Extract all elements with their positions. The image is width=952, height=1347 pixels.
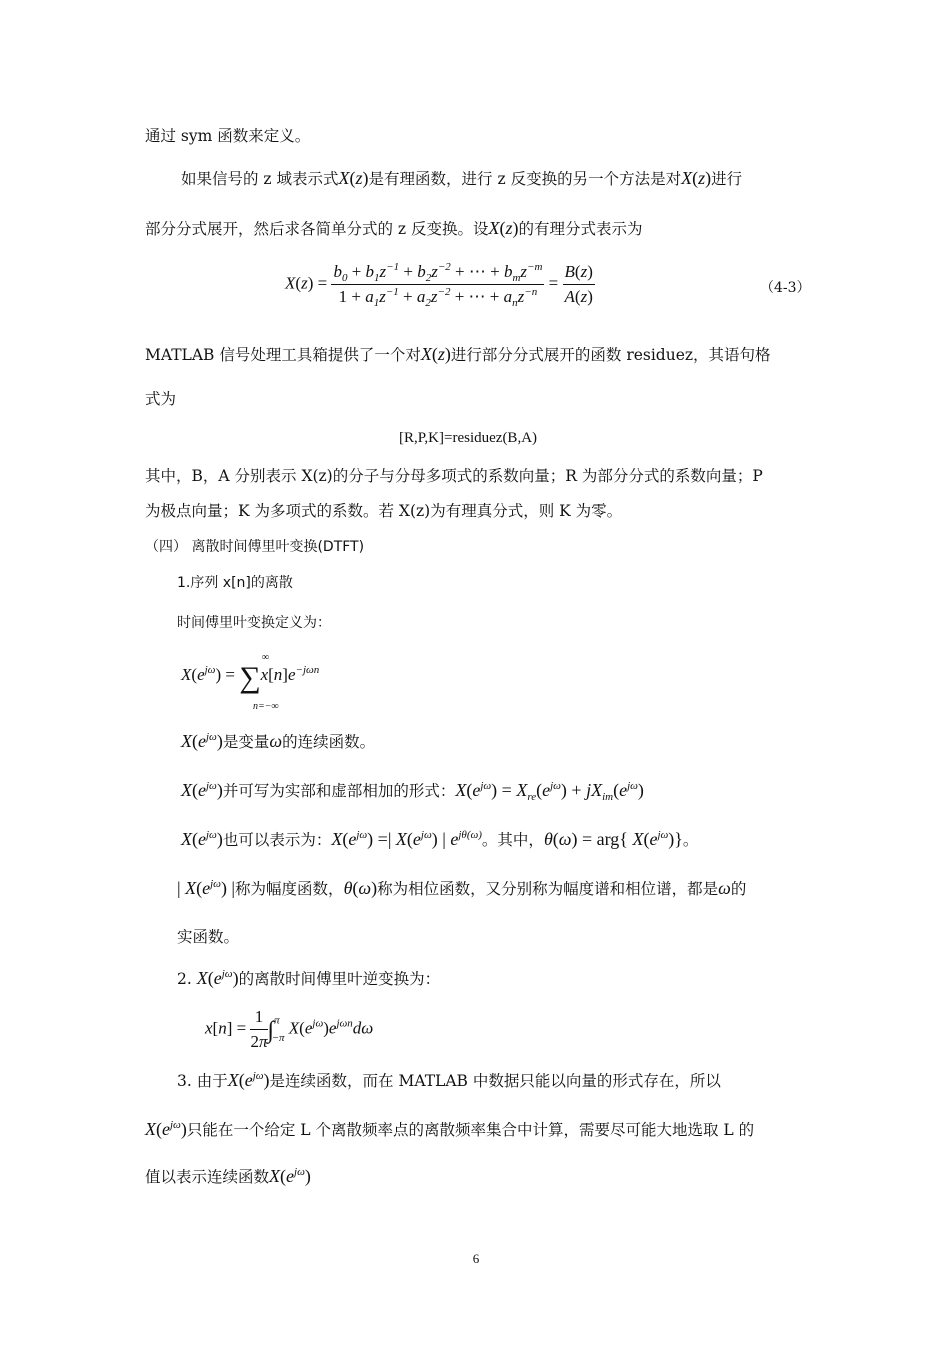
text-line: 1.序列 x[n]的离散 xyxy=(177,575,293,591)
section-heading: （四） 离散时间傅里叶变换(DTFT) xyxy=(145,539,365,555)
text-run: 的离散时间傅里叶逆变换为： xyxy=(238,970,441,988)
text-run: 值以表示连续函数 xyxy=(145,1168,270,1186)
equation-idtft: x[n] = $\frac{1}{2\pi}$ ∫$^\pi_{-\pi}$ $X(e^{j\omega})e^{j\omega n}d\omega$ xyxy=(205,1007,374,1051)
text-line: 其中，B，A 分别表示 X(z)的分子与分母多项式的系数向量；R 为部分分式的系数向量；P xyxy=(145,467,763,485)
text-run: 的 xyxy=(730,880,747,898)
text-run: 。 xyxy=(682,831,699,849)
text-run: 只能在一个给定 L 个离散频率点的离散频率集合中计算，需要尽可能大地选取 L 的 xyxy=(186,1121,755,1139)
math-xejw: $X(e^{j\omega})$ xyxy=(196,968,239,988)
sum-lower-limit: n=−∞ xyxy=(253,701,279,712)
math-xejw: $X(e^{j\omega})$ xyxy=(181,731,223,751)
math-xejw: $X(e^{j\omega})$ xyxy=(227,1070,270,1090)
text-run: 是有理函数，进行 z 反变换的另一个方法是对 xyxy=(368,170,682,188)
text-run: 部分分式展开，然后求各简单分式的 z 反变换。设 xyxy=(145,220,489,238)
equation-label: （4-3） xyxy=(760,280,811,296)
text-line: 实函数。 xyxy=(177,928,240,946)
text-line xyxy=(177,1070,721,1091)
equation-4-3: X(z) = $\frac{b_0 + b_1z^{-1} + b_2z^{-2} + \cdots + b_mz^{-m}}{1 + a_1z^{-1} + a_2z^{-2} + \cdots + a_nz^{-n}}$ = $\frac{B(z)}{A(z)}$ xyxy=(285,261,593,309)
text-run: 的有理分式表示为 xyxy=(518,220,643,238)
text-line xyxy=(145,344,771,365)
text-line: 时间傅里叶变换定义为： xyxy=(177,615,331,631)
text-line xyxy=(181,731,375,752)
math-real-imag: $X(e^{j\omega}) = X_{re}(e^{j\omega}) + jX_{im}(e^{j\omega})$ xyxy=(455,780,644,803)
math-omega: ω xyxy=(718,878,731,898)
math-omega: ω xyxy=(269,731,283,751)
sum-symbol: ∑ xyxy=(239,661,261,694)
text-line: 通过 sym 函数来定义。 xyxy=(145,127,311,145)
text-run: 的连续函数。 xyxy=(282,733,376,751)
text-run: 也可以表示为： xyxy=(222,831,332,849)
text-line xyxy=(181,168,742,189)
sum-upper-limit: ∞ xyxy=(262,652,270,663)
text-run: 2. xyxy=(177,970,192,988)
text-run: MATLAB 信号处理工具箱提供了一个对 xyxy=(145,346,421,364)
text-line: 式为 xyxy=(145,390,177,408)
text-run: 进行部分分式展开的函数 residuez，其语句格 xyxy=(450,346,771,364)
text-line xyxy=(145,1119,754,1140)
math-theta: θ(ω) xyxy=(343,878,378,898)
text-line xyxy=(145,218,643,239)
text-run: 并可写为实部和虚部相加的形式： xyxy=(222,782,456,800)
math-polar: $X(e^{j\omega})$ =| $X(e^{j\omega})$ | $e^{j\theta(\omega)}$ xyxy=(331,829,482,849)
text-run: 是连续函数，而在 MATLAB 中数据只能以向量的形式存在，所以 xyxy=(269,1072,721,1090)
math-xejw: $X(e^{j\omega})$ xyxy=(145,1119,187,1139)
text-line: 为极点向量；K 为多项式的系数。若 X(z)为有理真分式，则 K 为零。 xyxy=(145,502,623,520)
text-line xyxy=(177,878,746,899)
math-xejw: $X(e^{j\omega})$ xyxy=(181,780,223,800)
code-line: [R,P,K]=residuez(B,A) xyxy=(399,430,538,446)
text-run: 称为相位函数，又分别称为幅度谱和相位谱，都是 xyxy=(377,880,719,898)
math-xz: X(z) xyxy=(338,168,369,188)
text-run: 进行 xyxy=(711,170,743,188)
text-line xyxy=(177,968,440,989)
math-xz: X(z) xyxy=(420,344,451,364)
text-run: 是变量 xyxy=(222,733,270,751)
math-xz: X(z) xyxy=(681,168,712,188)
text-run: 称为幅度函数， xyxy=(235,880,344,898)
page-number: 6 xyxy=(472,1251,480,1266)
text-run: 如果信号的 z 域表示式 xyxy=(181,170,339,188)
text-line xyxy=(181,780,644,801)
math-xejw: $X(e^{j\omega})$ xyxy=(269,1166,311,1186)
text-run: 3. 由于 xyxy=(177,1072,228,1090)
text-run: 。其中， xyxy=(481,831,544,849)
math-xejw: $X(e^{j\omega})$ xyxy=(181,829,223,849)
text-line xyxy=(145,1166,311,1187)
math-xz: X(z) xyxy=(488,218,519,238)
text-line xyxy=(181,829,698,850)
equation-dtft: $X(e^{j\omega}) = \sum x[n]e^{-j\omega n}$ xyxy=(181,661,320,694)
math-arg: θ(ω) = arg{ $X(e^{j\omega})$} xyxy=(543,829,683,849)
math-magnitude: | $X(e^{j\omega})$ | xyxy=(177,878,236,898)
